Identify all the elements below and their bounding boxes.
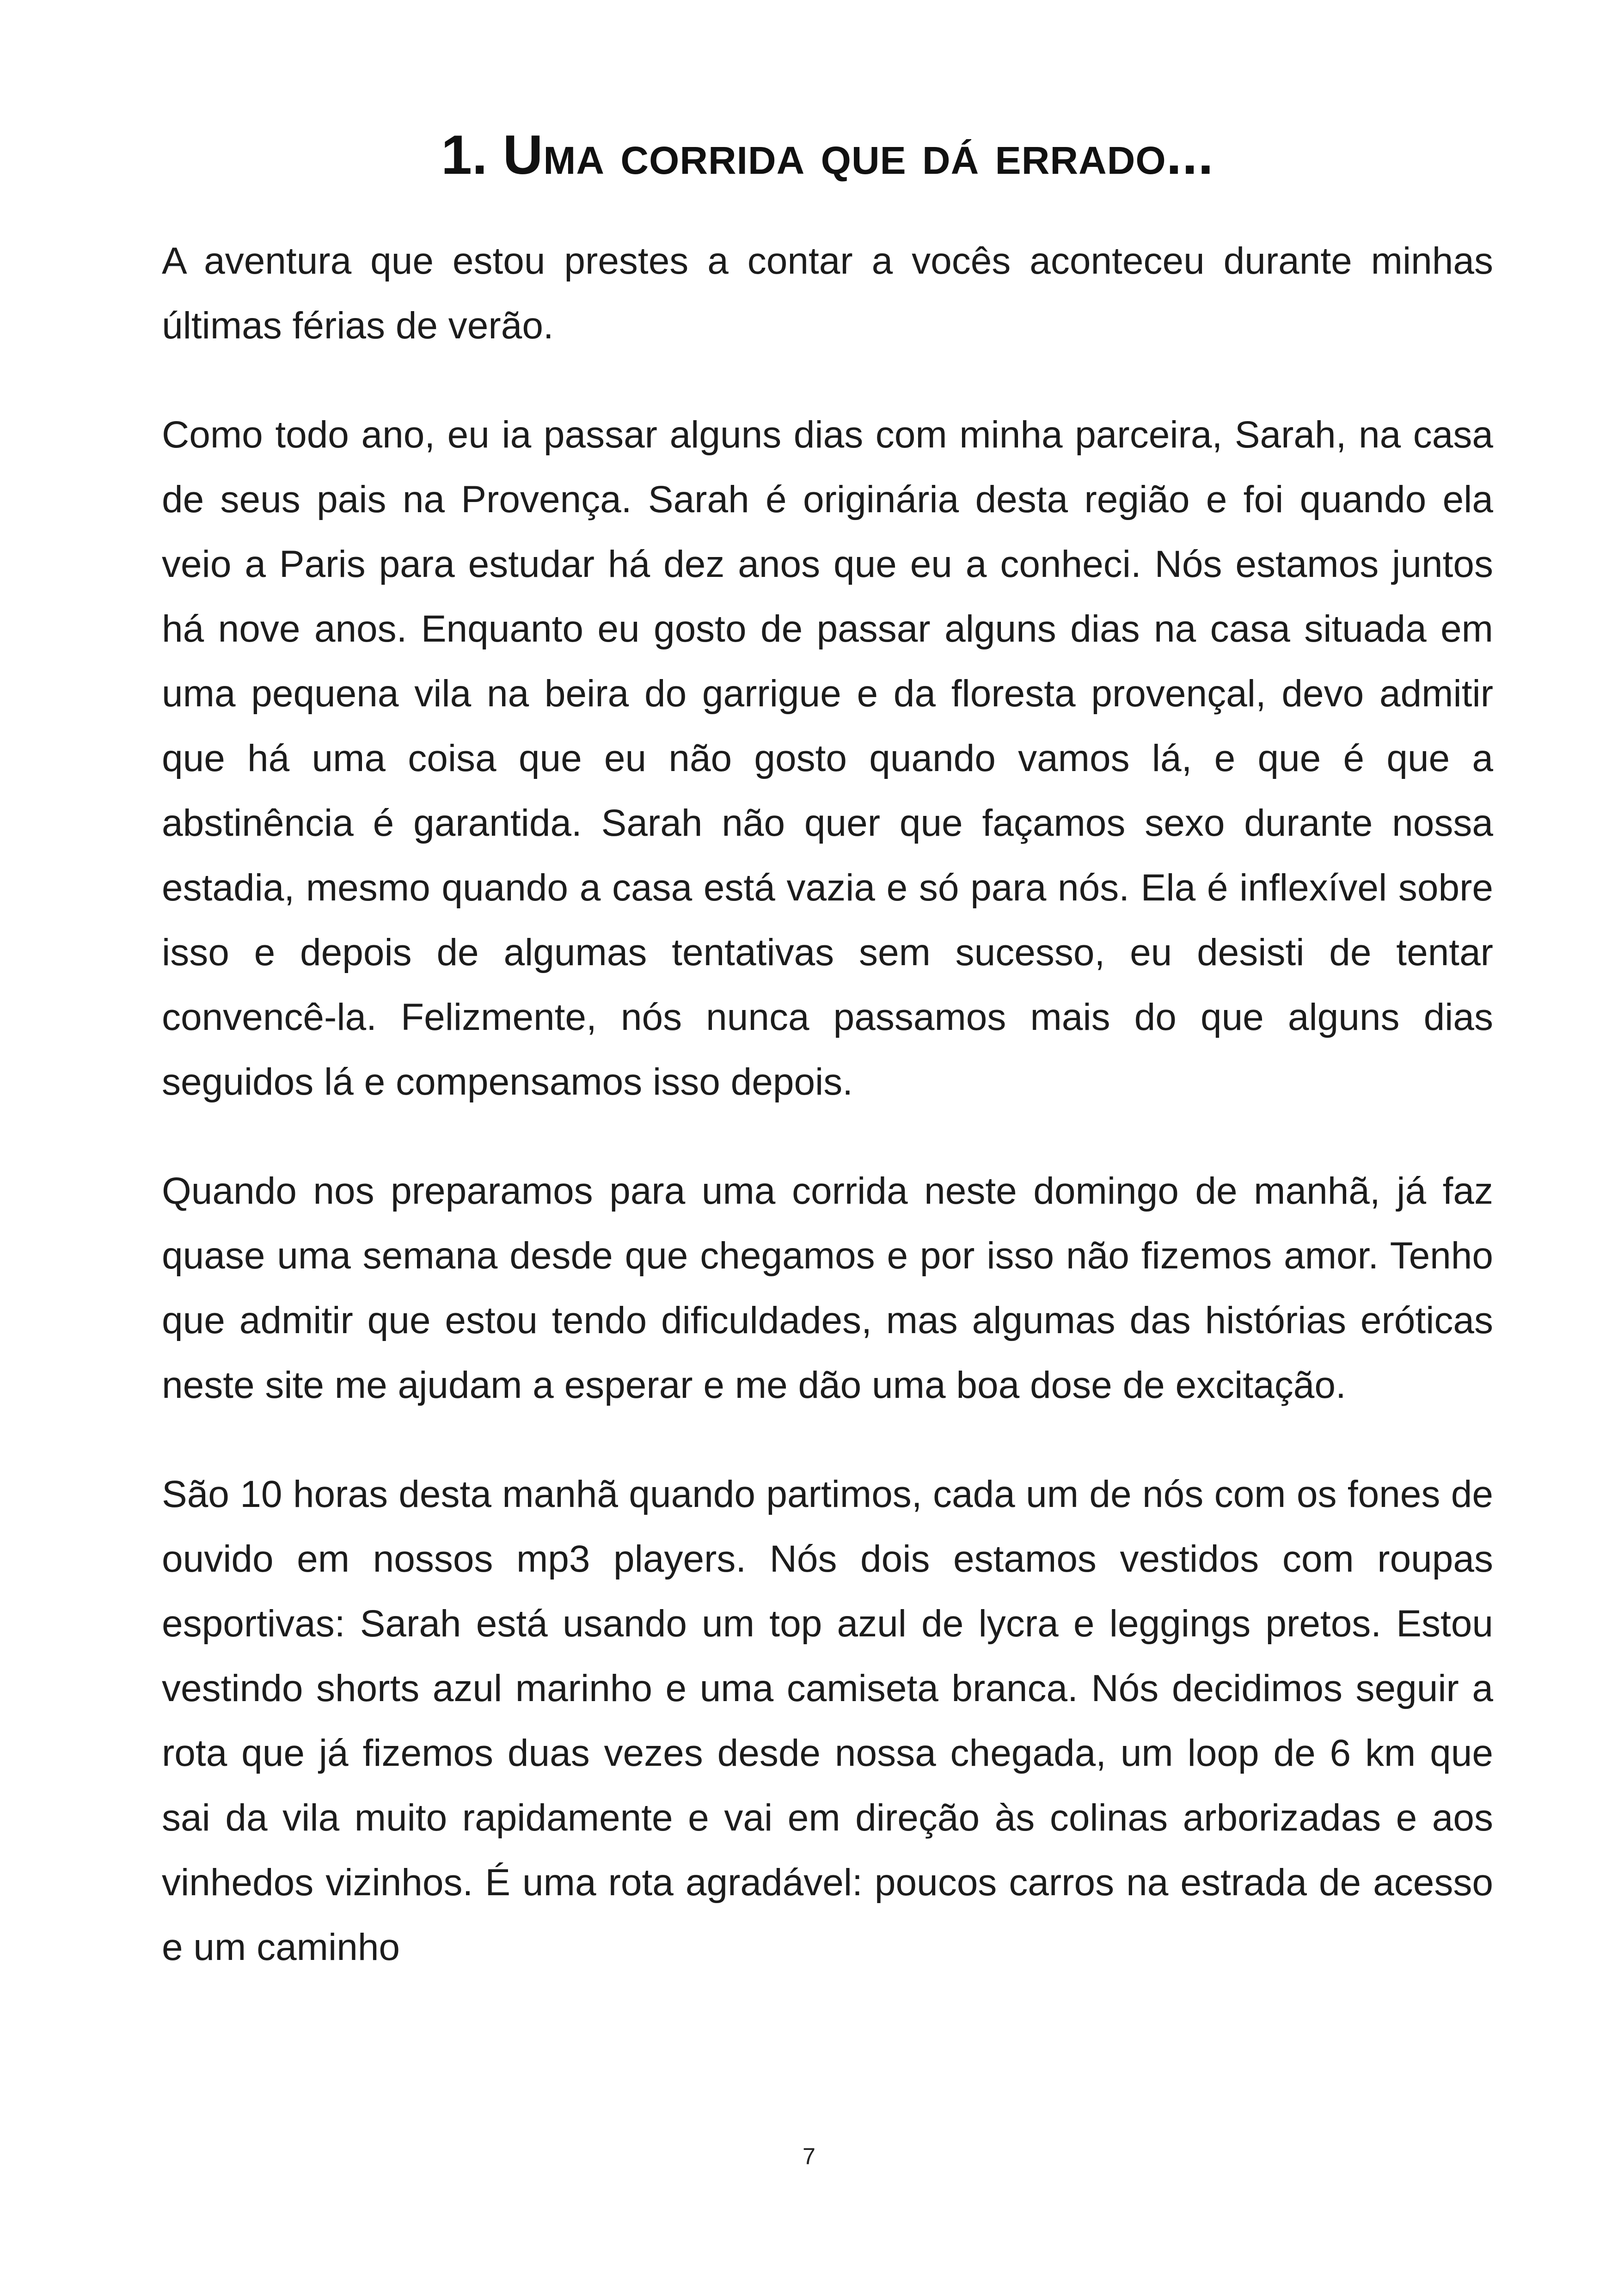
paragraph-2: Como todo ano, eu ia passar alguns dias com minha parceira, Sarah, na casa de seus pais na Provença. Sarah é originária desta região e foi quando ela veio a Paris para estudar há dez anos que eu a conheci. Nós estamos juntos há nove anos. Enquanto eu gosto de passar alguns dias na casa situada em uma pequena vila na beira do garrigue e da floresta provençal, devo admitir que há uma coisa que eu não gosto quando vamos lá, e que é que a abstinência é garantida. Sarah não quer que façamos sexo durante nossa estadia, mesmo quando a casa está vazia e só para nós. Ela é inflexível sobre isso e depois de algumas tentativas sem sucesso, eu desisti de tentar convencê-la. Felizmente, nós nunca passamos mais do que alguns dias seguidos lá e compensamos isso depois. [162,414,1493,1103]
chapter-title [162,116,1493,194]
paragraph-4: São 10 horas desta manhã quando partimos, cada um de nós com os fones de ouvido em nossos mp3 players. Nós dois estamos vestidos com roupas esportivas: Sarah está usando um top azul de lycra e leggings pretos. Estou vestindo shorts azul marinho e uma camiseta branca. Nós decidimos seguir a rota que já fizemos duas vezes desde nossa chegada, um loop de 6 km que sai da vila muito rapidamente e vai em direção às colinas arborizadas e aos vinhedos vizinhos. É uma rota agradável: poucos carros na estrada de acesso e um caminho [162,1473,1493,1968]
paragraph-3: Quando nos preparamos para uma corrida neste domingo de manhã, já faz quase uma semana desde que chegamos e por isso não fizemos amor. Tenho que admitir que estou tendo dificuldades, mas algumas das histórias eróticas neste site me ajudam a esperar e me dão uma boa dose de excitação. [162,1170,1493,1406]
page-number: 7 [803,2143,815,2169]
chapter-number: 1. [441,124,488,186]
chapter-title-text: Uma corrida que dá errado... [503,124,1214,186]
body-text [162,229,1493,2024]
paragraph-1: A aventura que estou prestes a contar a vocês aconteceu durante minhas últimas férias de verão. [162,240,1493,347]
